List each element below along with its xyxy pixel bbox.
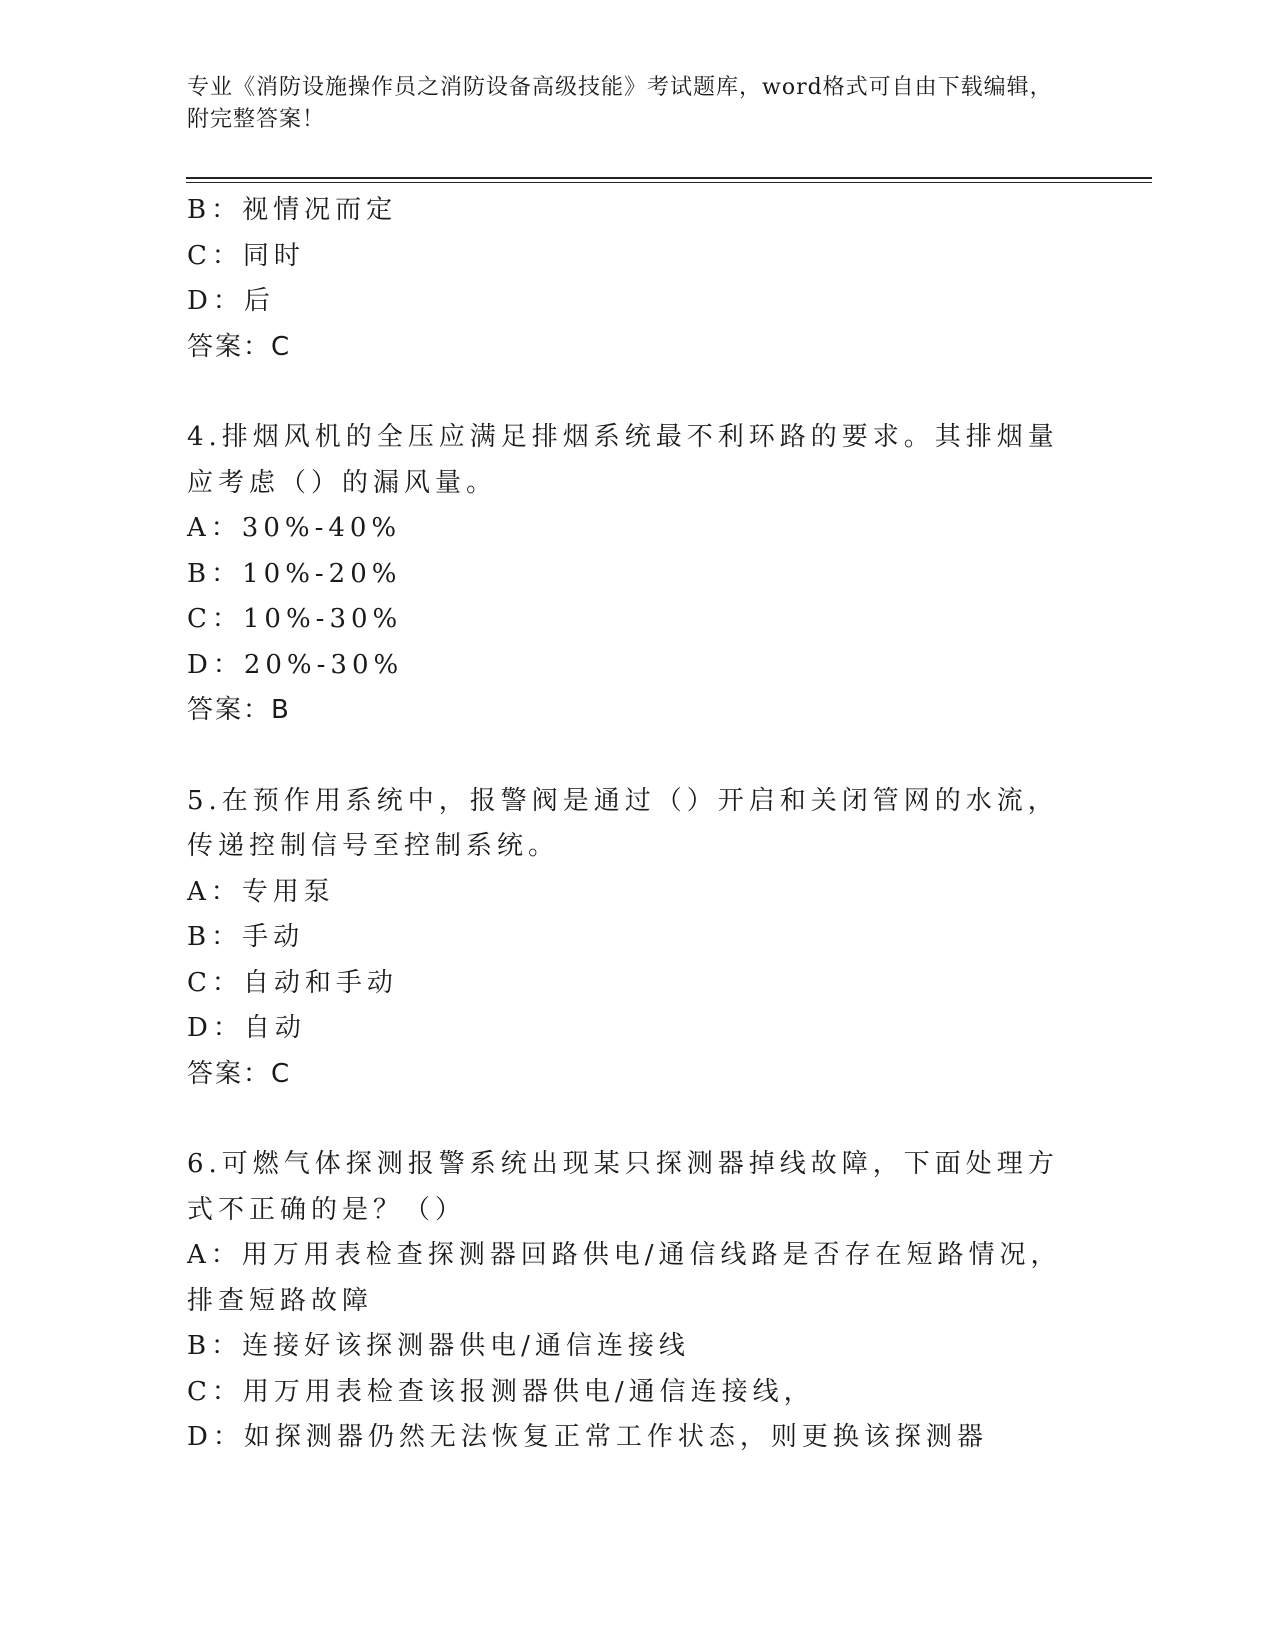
option-d: D：如探测器仍然无法恢复正常工作状态，则更换该探测器 (187, 1422, 988, 1452)
question-3-tail (187, 188, 1067, 370)
question-stem: 4.排烟风机的全压应满足排烟系统最不利环路的要求。其排烟量应考虑（）的漏风量。 (187, 422, 1059, 498)
option-b: B：10%-20% (187, 558, 402, 589)
question-list (187, 188, 1067, 1461)
spacer (187, 370, 1067, 415)
answer: 答案：C (187, 1058, 292, 1089)
option-a: A：专用泵 (187, 876, 335, 907)
answer: 答案：C (187, 331, 292, 362)
answer: 答案：B (187, 695, 291, 725)
option-c: C：同时 (187, 240, 305, 271)
option-c: C：用万用表检查该报测器供电/通信连接线， (187, 1376, 815, 1407)
header-rule-thick (186, 177, 1152, 179)
option-a: A：用万用表检查探测器回路供电/通信线路是否存在短路情况，排查短路故障 (187, 1240, 1062, 1316)
question-4 (187, 415, 1067, 734)
option-d: D：自动 (187, 1013, 306, 1043)
document-header: 专业《消防设施操作员之消防设备高级技能》考试题库，word格式可自由下载编辑，附完整答案！ (187, 75, 1053, 132)
option-c: C：自动和手动 (187, 967, 398, 998)
header-rule-thin (186, 182, 1152, 183)
spacer (187, 1097, 1067, 1142)
option-a: A：30%-40% (187, 513, 402, 543)
question-stem: 5.在预作用系统中，报警阀是通过（）开启和关闭管网的水流，传递控制信号至控制系统。 (187, 785, 1059, 861)
option-c: C：10%-30% (187, 604, 403, 634)
spacer (187, 734, 1067, 779)
question-6 (187, 1142, 1067, 1461)
question-stem: 6.可燃气体探测报警系统出现某只探测器掉线故障，下面处理方式不正确的是？（） (187, 1149, 1059, 1225)
question-5 (187, 779, 1067, 1098)
option-b: B：连接好该探测器供电/通信连接线 (187, 1331, 690, 1361)
option-b: B：视情况而定 (187, 195, 398, 225)
option-b: B：手动 (187, 922, 305, 952)
option-d: D：后 (187, 286, 275, 316)
option-d: D：20%-30% (187, 649, 404, 680)
